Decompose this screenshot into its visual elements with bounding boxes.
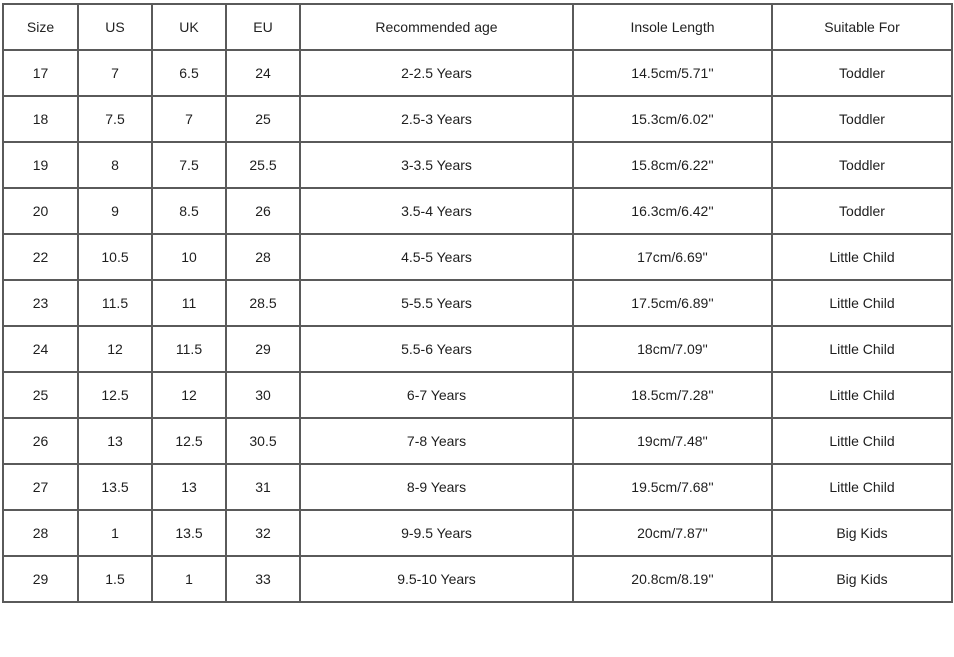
cell-insole-length: 20cm/7.87'' xyxy=(573,510,772,556)
cell-uk: 8.5 xyxy=(152,188,226,234)
cell-us: 8 xyxy=(78,142,152,188)
table-row xyxy=(3,326,952,372)
cell-size: 22 xyxy=(3,234,78,280)
cell-suitable-for: Big Kids xyxy=(772,556,952,602)
cell-uk: 1 xyxy=(152,556,226,602)
header-suitable-for: Suitable For xyxy=(772,4,952,50)
cell-size: 20 xyxy=(3,188,78,234)
cell-suitable-for: Little Child xyxy=(772,372,952,418)
cell-uk: 11 xyxy=(152,280,226,326)
cell-us: 13 xyxy=(78,418,152,464)
table-row xyxy=(3,372,952,418)
cell-us: 12.5 xyxy=(78,372,152,418)
table-row xyxy=(3,556,952,602)
table-row xyxy=(3,142,952,188)
cell-uk: 7.5 xyxy=(152,142,226,188)
cell-uk: 12.5 xyxy=(152,418,226,464)
table-row xyxy=(3,96,952,142)
cell-size: 28 xyxy=(3,510,78,556)
cell-uk: 6.5 xyxy=(152,50,226,96)
cell-uk: 13.5 xyxy=(152,510,226,556)
cell-us: 7 xyxy=(78,50,152,96)
cell-recommended-age: 2-2.5 Years xyxy=(300,50,573,96)
cell-us: 11.5 xyxy=(78,280,152,326)
cell-insole-length: 19.5cm/7.68'' xyxy=(573,464,772,510)
cell-insole-length: 17.5cm/6.89'' xyxy=(573,280,772,326)
cell-insole-length: 14.5cm/5.71'' xyxy=(573,50,772,96)
cell-recommended-age: 3.5-4 Years xyxy=(300,188,573,234)
cell-uk: 7 xyxy=(152,96,226,142)
cell-size: 18 xyxy=(3,96,78,142)
cell-recommended-age: 5.5-6 Years xyxy=(300,326,573,372)
cell-suitable-for: Little Child xyxy=(772,280,952,326)
cell-recommended-age: 5-5.5 Years xyxy=(300,280,573,326)
cell-uk: 10 xyxy=(152,234,226,280)
header-uk: UK xyxy=(152,4,226,50)
table-header xyxy=(3,4,952,50)
cell-suitable-for: Little Child xyxy=(772,464,952,510)
cell-suitable-for: Little Child xyxy=(772,418,952,464)
cell-us: 1 xyxy=(78,510,152,556)
table-row xyxy=(3,280,952,326)
cell-insole-length: 20.8cm/8.19'' xyxy=(573,556,772,602)
cell-insole-length: 15.8cm/6.22'' xyxy=(573,142,772,188)
cell-recommended-age: 6-7 Years xyxy=(300,372,573,418)
cell-eu: 25.5 xyxy=(226,142,300,188)
cell-insole-length: 18.5cm/7.28'' xyxy=(573,372,772,418)
cell-size: 24 xyxy=(3,326,78,372)
cell-insole-length: 15.3cm/6.02'' xyxy=(573,96,772,142)
cell-eu: 26 xyxy=(226,188,300,234)
cell-recommended-age: 3-3.5 Years xyxy=(300,142,573,188)
cell-size: 19 xyxy=(3,142,78,188)
header-size: Size xyxy=(3,4,78,50)
cell-us: 10.5 xyxy=(78,234,152,280)
cell-size: 23 xyxy=(3,280,78,326)
cell-us: 12 xyxy=(78,326,152,372)
cell-us: 1.5 xyxy=(78,556,152,602)
cell-insole-length: 19cm/7.48'' xyxy=(573,418,772,464)
cell-us: 9 xyxy=(78,188,152,234)
cell-eu: 29 xyxy=(226,326,300,372)
cell-us: 7.5 xyxy=(78,96,152,142)
header-us: US xyxy=(78,4,152,50)
table-body xyxy=(3,50,952,602)
cell-size: 25 xyxy=(3,372,78,418)
header-eu: EU xyxy=(226,4,300,50)
cell-suitable-for: Little Child xyxy=(772,326,952,372)
cell-insole-length: 16.3cm/6.42'' xyxy=(573,188,772,234)
cell-eu: 32 xyxy=(226,510,300,556)
cell-suitable-for: Toddler xyxy=(772,50,952,96)
table-row xyxy=(3,418,952,464)
cell-insole-length: 17cm/6.69'' xyxy=(573,234,772,280)
cell-us: 13.5 xyxy=(78,464,152,510)
cell-recommended-age: 8-9 Years xyxy=(300,464,573,510)
cell-uk: 12 xyxy=(152,372,226,418)
cell-suitable-for: Toddler xyxy=(772,96,952,142)
cell-size: 29 xyxy=(3,556,78,602)
cell-eu: 31 xyxy=(226,464,300,510)
cell-recommended-age: 7-8 Years xyxy=(300,418,573,464)
cell-eu: 33 xyxy=(226,556,300,602)
cell-uk: 13 xyxy=(152,464,226,510)
cell-insole-length: 18cm/7.09'' xyxy=(573,326,772,372)
size-chart-table xyxy=(2,3,953,603)
size-chart xyxy=(2,3,953,603)
header-recommended-age: Recommended age xyxy=(300,4,573,50)
cell-eu: 24 xyxy=(226,50,300,96)
cell-eu: 28.5 xyxy=(226,280,300,326)
table-row xyxy=(3,50,952,96)
table-row xyxy=(3,188,952,234)
cell-eu: 25 xyxy=(226,96,300,142)
cell-size: 27 xyxy=(3,464,78,510)
cell-suitable-for: Big Kids xyxy=(772,510,952,556)
cell-recommended-age: 9.5-10 Years xyxy=(300,556,573,602)
cell-suitable-for: Toddler xyxy=(772,188,952,234)
cell-recommended-age: 9-9.5 Years xyxy=(300,510,573,556)
cell-eu: 28 xyxy=(226,234,300,280)
cell-eu: 30 xyxy=(226,372,300,418)
cell-eu: 30.5 xyxy=(226,418,300,464)
cell-uk: 11.5 xyxy=(152,326,226,372)
table-row xyxy=(3,464,952,510)
cell-suitable-for: Little Child xyxy=(772,234,952,280)
table-row xyxy=(3,510,952,556)
table-row xyxy=(3,234,952,280)
cell-size: 26 xyxy=(3,418,78,464)
cell-recommended-age: 4.5-5 Years xyxy=(300,234,573,280)
header-insole-length: Insole Length xyxy=(573,4,772,50)
cell-suitable-for: Toddler xyxy=(772,142,952,188)
cell-size: 17 xyxy=(3,50,78,96)
cell-recommended-age: 2.5-3 Years xyxy=(300,96,573,142)
header-row xyxy=(3,4,952,50)
